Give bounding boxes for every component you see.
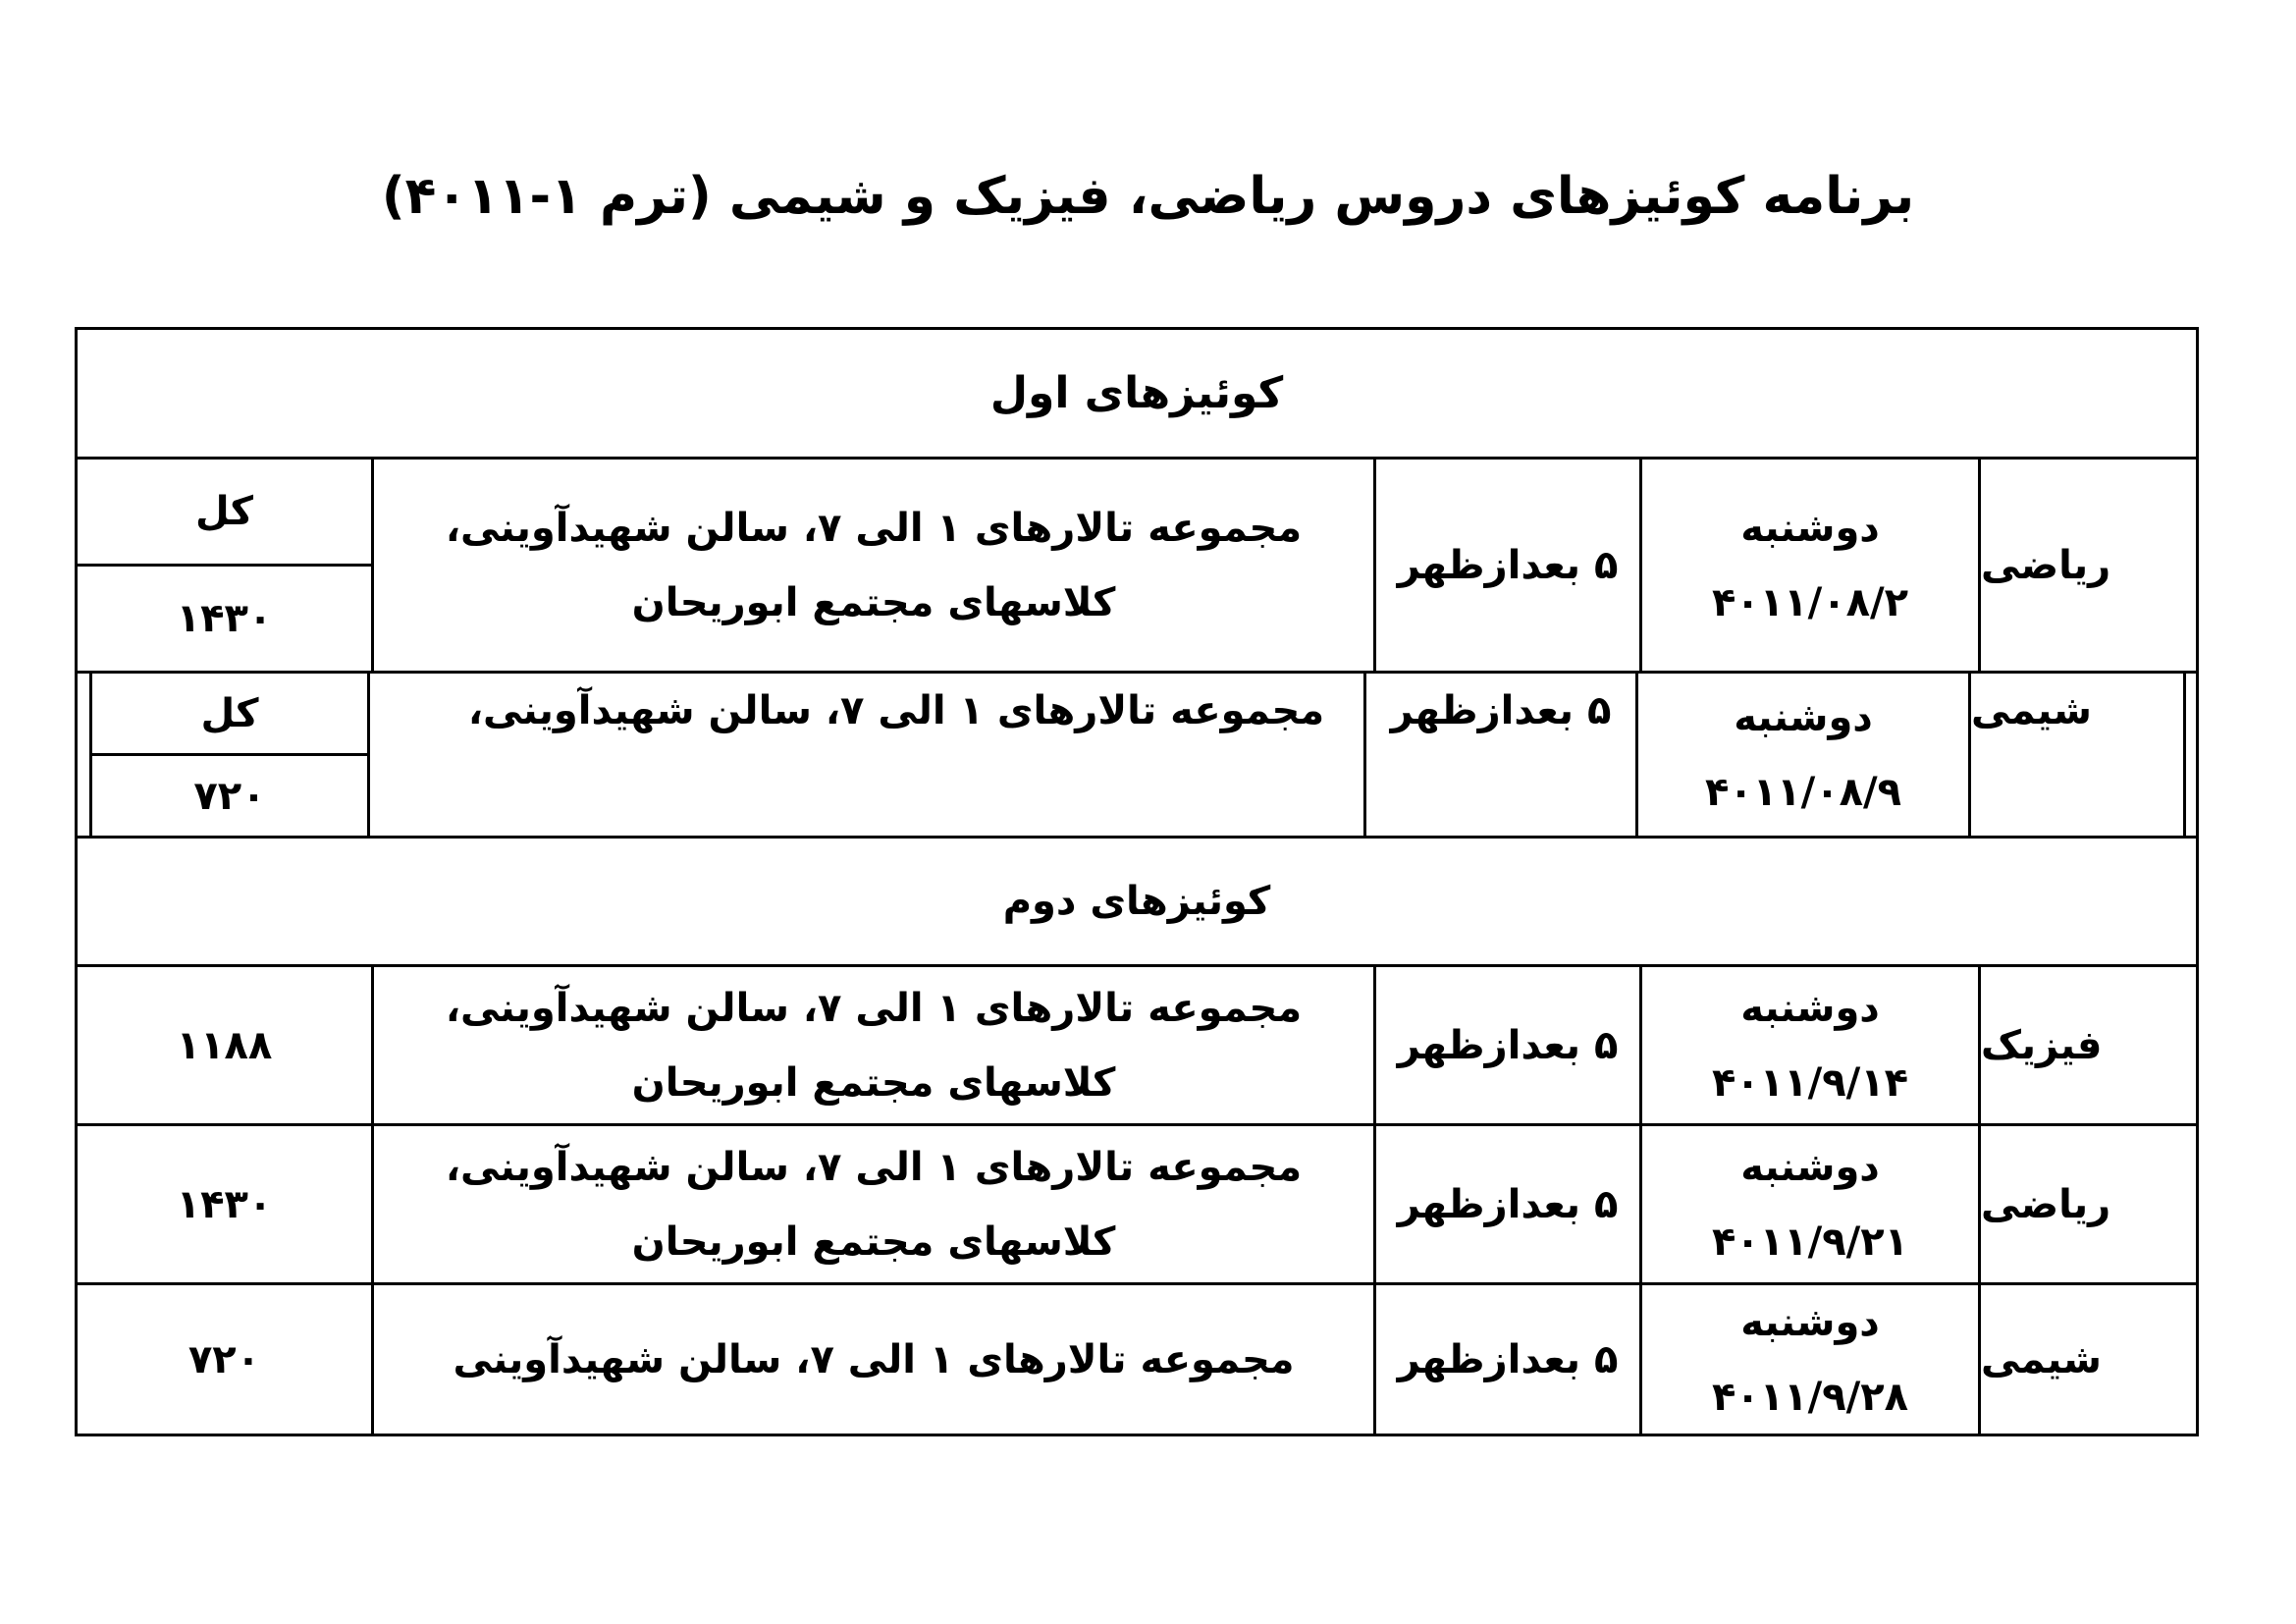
location-line: کلاسهای مجتمع ابوریحان — [631, 1059, 1116, 1106]
day-text: دوشنبه — [1740, 1144, 1880, 1190]
count-value: ۱۴۳۰ — [176, 596, 273, 641]
date-cell — [1642, 460, 1978, 671]
day-text: دوشنبه — [1740, 505, 1880, 551]
count-value: ۱۴۳۰ — [176, 1181, 273, 1227]
date-cell — [1638, 674, 1968, 836]
time-cell: ۵ بعدازظهر — [1397, 1022, 1619, 1068]
section-title: کوئیزهای اول — [989, 367, 1284, 418]
date-text: ۴۰۱۱/۹/۱۴ — [1711, 1059, 1909, 1106]
subject-cell: فیزیک — [1981, 1022, 2103, 1068]
time-cell: ۵ بعدازظهر — [1397, 1181, 1619, 1227]
day-text: دوشنبه — [1734, 694, 1873, 740]
page-title: برنامه کوئیزهای دروس ریاضی، فیزیک و شیمی (ترم ۱-۴۰۱۱) — [381, 167, 1915, 226]
date-cell — [1642, 1285, 1978, 1434]
day-text: دوشنبه — [1740, 985, 1880, 1031]
count-value: ۷۲۰ — [187, 1336, 261, 1382]
count-value: ۱۱۸۸ — [176, 1022, 273, 1068]
date-text: ۴۰۱۱/۰۸/۲ — [1711, 579, 1909, 625]
subject-cell: ریاضی — [1981, 542, 2111, 588]
location-cell: مجموعه تالارهای ۱ الی ۷، سالن شهیدآوینی، — [467, 688, 1325, 733]
date-text: ۴۰۱۱/۹/۲۱ — [1711, 1218, 1909, 1265]
time-cell: ۵ بعدازظهر — [1390, 688, 1612, 733]
time-cell: ۵ بعدازظهر — [1397, 1336, 1619, 1382]
location-cell: مجموعه تالارهای ۱ الی ۷، سالن شهیدآوینی — [453, 1336, 1295, 1382]
date-text: ۴۰۱۱/۹/۲۸ — [1711, 1374, 1909, 1420]
time-cell: ۵ بعدازظهر — [1397, 542, 1619, 588]
date-text: ۴۰۱۱/۰۸/۹ — [1704, 769, 1902, 815]
count-label: کل — [200, 690, 259, 736]
location-line: کلاسهای مجتمع ابوریحان — [631, 579, 1116, 625]
location-cell — [374, 1126, 1373, 1282]
location-cell — [374, 460, 1373, 671]
date-cell — [1642, 1126, 1978, 1282]
date-cell — [1642, 967, 1978, 1123]
day-text: دوشنبه — [1740, 1299, 1880, 1345]
inset-border — [2183, 671, 2186, 836]
section-title: کوئیزهای دوم — [1002, 879, 1271, 924]
count-value: ۷۲۰ — [193, 773, 266, 819]
subject-cell: ریاضی — [1981, 1181, 2111, 1227]
location-cell — [374, 967, 1373, 1123]
location-line: مجموعه تالارهای ۱ الی ۷، سالن شهیدآوینی، — [445, 1144, 1303, 1190]
subject-cell: شیمی — [1981, 1336, 2102, 1382]
location-line: کلاسهای مجتمع ابوریحان — [631, 1218, 1116, 1265]
subject-cell: شیمی — [1971, 688, 2092, 733]
location-line: مجموعه تالارهای ۱ الی ۷، سالن شهیدآوینی، — [445, 985, 1303, 1031]
location-line: مجموعه تالارهای ۱ الی ۷، سالن شهیدآوینی، — [445, 505, 1303, 551]
count-label: کل — [195, 489, 253, 534]
